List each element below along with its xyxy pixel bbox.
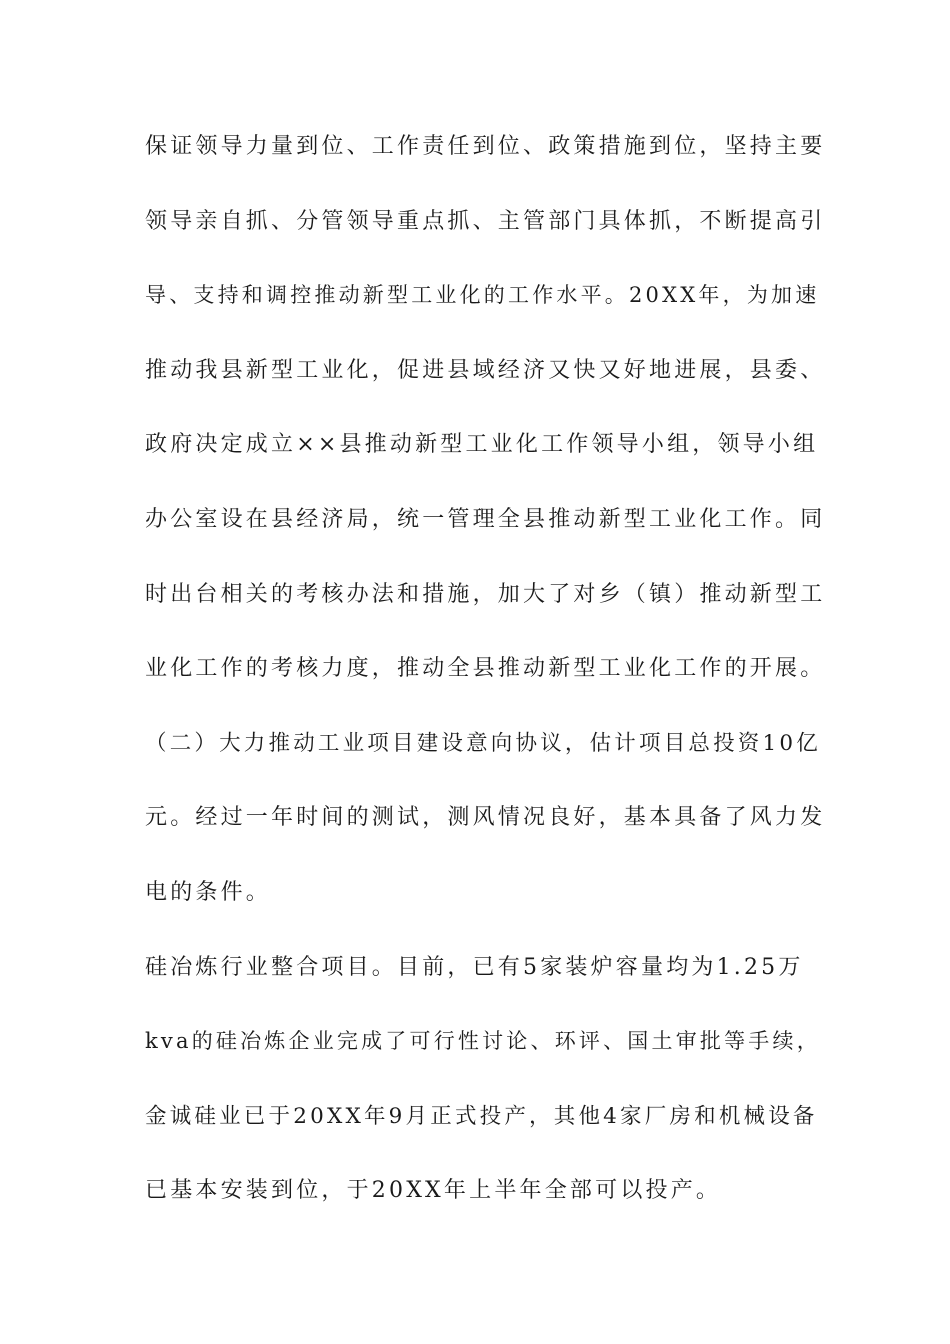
text-line-14: 金诚硅业已于20XX年9月正式投产，其他4家厂房和机械设备 (145, 1103, 818, 1129)
text-line-9: （二）大力推动工业项目建设意向协议，估计项目总投资10亿 (145, 730, 821, 756)
text-line-6: 办公室设在县经济局，统一管理全县推动新型工业化工作。同 (145, 506, 826, 532)
text-line-3: 导、支持和调控推动新型工业化的工作水平。20XX年，为加速 (145, 283, 820, 308)
text-line-8: 业化工作的考核力度，推动全县推动新型工业化工作的开展。 (145, 656, 826, 682)
text-line-1: 保证领导力量到位、工作责任到位、政策措施到位，坚持主要 (145, 134, 826, 159)
text-line-12: 硅冶炼行业整合项目。目前，已有5家装炉容量均为1.25万 (145, 954, 804, 980)
text-line-4: 推动我县新型工业化，促进县域经济又快又好地进展，县委、 (145, 357, 826, 383)
text-line-15: 已基本安装到位，于20XX年上半年全部可以投产。 (145, 1178, 722, 1204)
document-body (145, 128, 825, 1210)
text-line-5: 政府决定成立××县推动新型工业化工作领导小组，领导小组 (145, 432, 819, 458)
text-line-7: 时出台相关的考核办法和措施，加大了对乡（镇）推动新型工 (145, 581, 826, 607)
text-line-10: 元。经过一年时间的测试，测风情况良好，基本具备了风力发 (145, 805, 826, 831)
text-line-2: 领导亲自抓、分管领导重点抓、主管部门具体抓，不断提高引 (145, 208, 826, 234)
text-line-13: kva的硅冶炼企业完成了可行性讨论、环评、国土审批等手续， (145, 1029, 821, 1054)
text-line-11: 电的条件。 (145, 879, 272, 905)
